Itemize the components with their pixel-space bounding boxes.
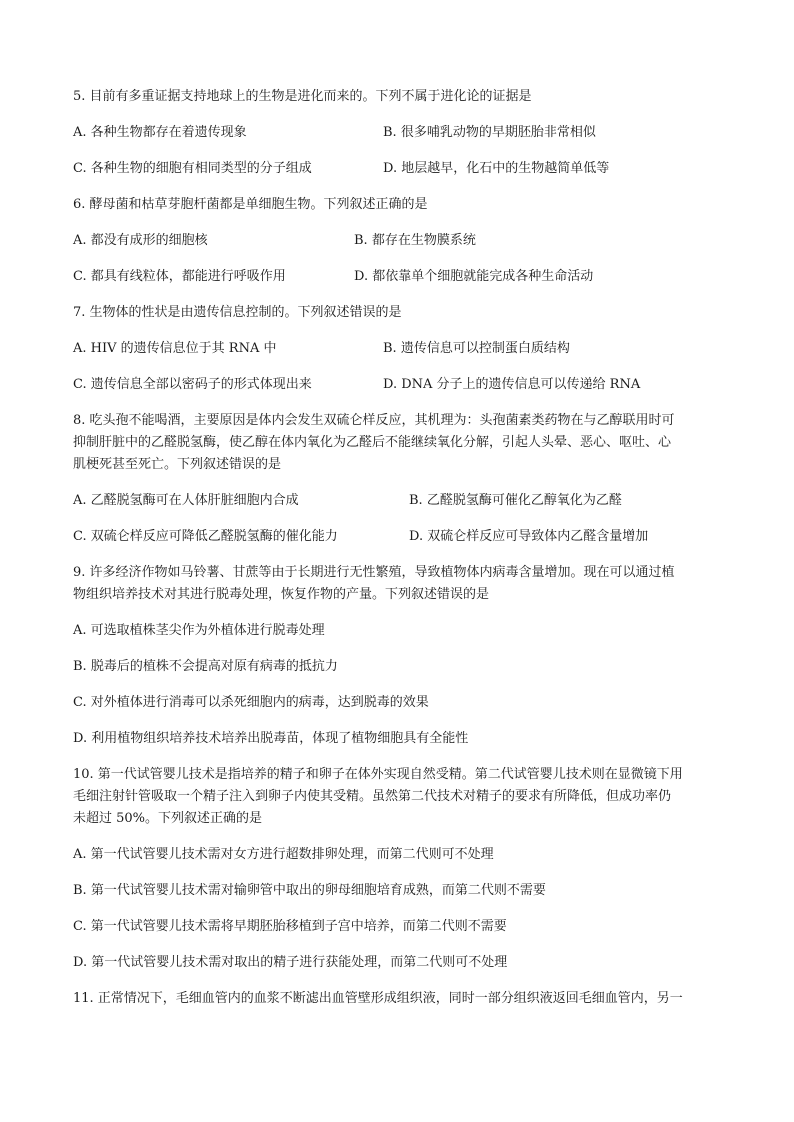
option-c[interactable]: C. 双硫仑样反应可降低乙醛脱氢酶的催化能力 <box>73 529 338 544</box>
option-row <box>73 158 733 180</box>
option-b[interactable]: B. 脱毒后的植株不会提高对原有病毒的抵抗力 <box>73 659 338 674</box>
option-d[interactable]: D. DNA 分子上的遗传信息可以传递给 RNA <box>383 377 641 392</box>
question-8 <box>73 410 733 548</box>
question-5 <box>73 86 733 180</box>
option-a[interactable]: A. HIV 的遗传信息位于其 RNA 中 <box>73 341 277 356</box>
option-row <box>73 526 733 548</box>
question-stem: 抑制肝脏中的乙醛脱氢酶，使乙醇在体内氧化为乙醛后不能继续氧化分解，引起人头晕、恶心、呕吐、心 <box>73 435 672 450</box>
option-c[interactable]: C. 各种生物的细胞有相同类型的分子组成 <box>73 161 312 176</box>
option-b[interactable]: B. 第一代试管婴儿技术需对输卵管中取出的卵母细胞培育成熟，而第二代则不需要 <box>73 883 546 898</box>
option-a[interactable]: A. 都没有成形的细胞核 <box>73 233 208 248</box>
question-stem: 10. 第一代试管婴儿技术是指培养的精子和卵子在体外实现自然受精。第二代试管婴儿技术则在显微镜下用 <box>73 767 683 782</box>
option-b[interactable]: B. 遗传信息可以控制蛋白质结构 <box>383 341 570 356</box>
option-row <box>73 122 733 144</box>
question-stem: 7. 生物体的性状是由遗传信息控制的。下列叙述错误的是 <box>73 305 402 320</box>
option-c[interactable]: C. 第一代试管婴儿技术需将早期胚胎移植到子宫中培养，而第二代则不需要 <box>73 919 507 934</box>
option-d[interactable]: D. 都依靠单个细胞就能完成各种生命活动 <box>354 269 594 284</box>
question-9 <box>73 562 733 750</box>
question-stem: 6. 酵母菌和枯草芽胞杆菌都是单细胞生物。下列叙述正确的是 <box>73 197 428 212</box>
question-7 <box>73 302 733 396</box>
option-c[interactable]: C. 对外植体进行消毒可以杀死细胞内的病毒，达到脱毒的效果 <box>73 695 429 710</box>
question-stem: 8. 吃头孢不能喝酒，主要原因是体内会发生双硫仑样反应，其机理为：头孢菌素类药物在与乙醇联用时可 <box>73 413 675 428</box>
option-a[interactable]: A. 各种生物都存在着遗传现象 <box>73 125 247 140</box>
question-stem: 未超过 50%。下列叙述正确的是 <box>73 811 263 826</box>
question-stem: 5. 目前有多重证据支持地球上的生物是进化而来的。下列不属于进化论的证据是 <box>73 89 532 104</box>
option-row <box>73 266 733 288</box>
option-d[interactable]: D. 第一代试管婴儿技术需对取出的精子进行获能处理，而第二代则可不处理 <box>73 955 508 970</box>
option-row <box>73 338 733 360</box>
option-b[interactable]: B. 都存在生物膜系统 <box>354 233 476 248</box>
question-stem: 9. 许多经济作物如马铃薯、甘蔗等由于长期进行无性繁殖，导致植物体内病毒含量增加。现在可以通过植 <box>73 565 675 580</box>
option-a[interactable]: A. 乙醛脱氢酶可在人体肝脏细胞内合成 <box>73 493 299 508</box>
option-d[interactable]: D. 地层越早，化石中的生物越简单低等 <box>383 161 610 176</box>
question-stem: 11. 正常情况下，毛细血管内的血浆不断滤出血管壁形成组织液，同时一部分组织液返回毛细血管内，另一 <box>73 991 683 1006</box>
question-stem: 肌梗死甚至死亡。下列叙述错误的是 <box>73 457 282 472</box>
option-a[interactable]: A. 第一代试管婴儿技术需对女方进行超数排卵处理，而第二代则可不处理 <box>73 847 494 862</box>
option-c[interactable]: C. 遗传信息全部以密码子的形式体现出来 <box>73 377 312 392</box>
option-b[interactable]: B. 乙醛脱氢酶可催化乙醇氧化为乙醛 <box>409 493 622 508</box>
option-row <box>73 374 733 396</box>
option-row <box>73 230 733 252</box>
option-d[interactable]: D. 双硫仑样反应可导致体内乙醛含量增加 <box>409 529 649 544</box>
option-b[interactable]: B. 很多哺乳动物的早期胚胎非常相似 <box>383 125 596 140</box>
option-c[interactable]: C. 都具有线粒体，都能进行呼吸作用 <box>73 269 286 284</box>
question-6 <box>73 194 733 288</box>
exam-page <box>73 86 733 1010</box>
question-10 <box>73 764 733 974</box>
option-d[interactable]: D. 利用植物组织培养技术培养出脱毒苗，体现了植物细胞具有全能性 <box>73 731 469 746</box>
option-a[interactable]: A. 可选取植株茎尖作为外植体进行脱毒处理 <box>73 623 325 638</box>
option-row <box>73 490 733 512</box>
question-stem: 毛细注射针管吸取一个精子注入到卵子内使其受精。虽然第二代技术对精子的要求有所降低，但成功率仍 <box>73 789 672 804</box>
question-11 <box>73 988 733 1010</box>
question-stem: 物组织培养技术对其进行脱毒处理，恢复作物的产量。下列叙述错误的是 <box>73 587 490 602</box>
